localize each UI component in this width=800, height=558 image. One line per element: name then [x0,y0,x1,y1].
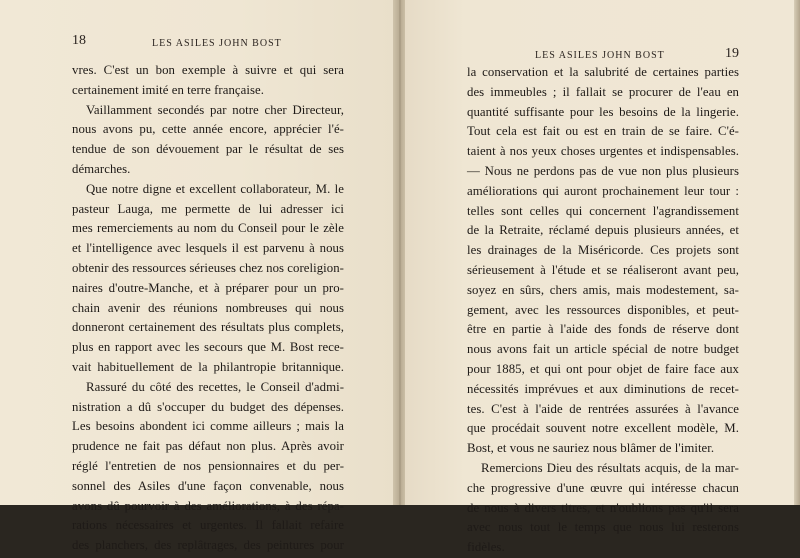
text-line: avec nous tout le temps que nous lui resterons [467,520,739,535]
text-line: donneront certainement des résultats plus complets, [72,320,344,335]
text-line: et l'intelligence avec lesquels il est parvenu à nous [72,241,344,256]
text-line: que procédait souvent notre excellent modèle, M. [467,421,739,436]
left-page [0,0,395,553]
text-line: nistration a dû s'occuper du budget des dépenses. [72,399,344,414]
text-line: démarches. [72,161,131,176]
text-line: soyez en sûrs, chers amis, mais modestement, sa- [467,282,739,297]
running-title: LES ASILES JOHN BOST [152,38,282,49]
page-number: 18 [72,33,86,48]
text-line: chain avenir des réunions nombreuses qui nous [72,300,344,315]
text-line: Que notre digne et excellent collaborateur, M. le [86,181,344,196]
text-line: nous avons fait un article spécial de notre budget [467,342,739,357]
text-line: la conservation et la salubrité de certaines parties [467,65,739,79]
text-line: sonnel des Asiles d'une façon convenable, nous [72,478,344,493]
text-line: tendue de son dévouement par le résultat de ses [72,142,344,157]
text-line: Vaillamment secondés par notre cher Directeur, [86,102,344,117]
text-line: nous avons pu, cette année encore, apprécier l'é- [72,122,344,137]
text-line: Rassuré du côté des recettes, le Conseil d'admi- [86,379,344,394]
page-edge [794,0,800,505]
text-line: nécessités imprévues et aux diminutions de recet- [467,381,739,396]
text-line: des planchers, des replâtrages, des peintures pour [72,538,344,553]
text-line: avons dû pourvoir à des améliorations, à des répa- [72,498,344,513]
text-line: vait habituellement de la philantropie britannique. [72,359,344,374]
text-line: fidèles. [467,540,505,555]
text-line: sérieusement à l'étude et se réaliseront avant peu, [467,262,739,277]
text-line: rations nécessaires et urgentes. Il fallait refaire [72,518,344,533]
text-line: — Nous ne perdons pas de vue non plus plusieurs [467,163,739,178]
text-line: vres. C'est un bon exemple à suivre et qui sera [72,63,344,77]
text-line: tes. C'est à l'aide de rentrées assurées à l'avance [467,401,739,416]
right-page [405,0,800,555]
text-line: che progressive d'une œuvre qui intéresse chacun [467,480,739,495]
text-line: Bost, et vous ne sauriez nous blâmer de l'imiter. [467,441,715,456]
page-number: 19 [725,46,739,61]
text-line: gement, avec les ressources disponibles, et peut- [467,302,739,317]
text-line: réglé l'entretien de nos pensionnaires et du per- [72,458,344,473]
text-line: des immeubles ; il fallait se procurer de l'eau en [467,84,739,99]
text-line: Remercions Dieu des résultats acquis, de la mar- [481,460,739,475]
text-line: être en partie à l'aide des fonds de réserve dont [467,322,739,337]
text-line: de la Retraite, réclamé depuis plusieurs années, et [467,223,739,238]
text-line: prudence ne fait pas défaut non plus. Après avoir [72,439,344,454]
text-line: pour 1885, et qui ont pour objet de faire face aux [467,361,739,376]
text-line: naires d'outre-Manche, et à préparer pour un pro- [72,280,344,295]
text-line: obtenir des ressources sérieuses chez nos coreligion- [72,260,344,275]
text-line: Tout cela est fait ou est en train de se faire. C'é- [467,124,739,139]
text-line: certainement imité en terre française. [72,82,264,97]
running-title: LES ASILES JOHN BOST [535,50,665,61]
text-line: quantité suffisante pour les besoins de la lingerie. [467,104,739,119]
text-line: pasteur Lauga, me permette de lui adresser ici [72,201,344,216]
text-line: plus en rapport avec les secours que M. Bost rece- [72,340,344,355]
text-line: améliorations qui auront prochainement leur tour : [467,183,739,198]
text-line: mes remerciements au nom du Conseil pour le zèle [72,221,344,236]
right-page-body-text [467,63,739,558]
text-line: telles sont celles qui concernent l'agrandissement [467,203,739,218]
left-page-body-text [72,61,344,556]
text-line: les drainages de la Miséricorde. Ces projets sont [467,243,739,258]
text-line: Les besoins abondent ici comme ailleurs ; mais la [72,419,344,434]
text-line: taient à nos yeux choses urgentes et indispensables. [467,144,739,159]
text-line: de nous à divers titres, et n'oublions pas qu'il sera [467,500,739,515]
